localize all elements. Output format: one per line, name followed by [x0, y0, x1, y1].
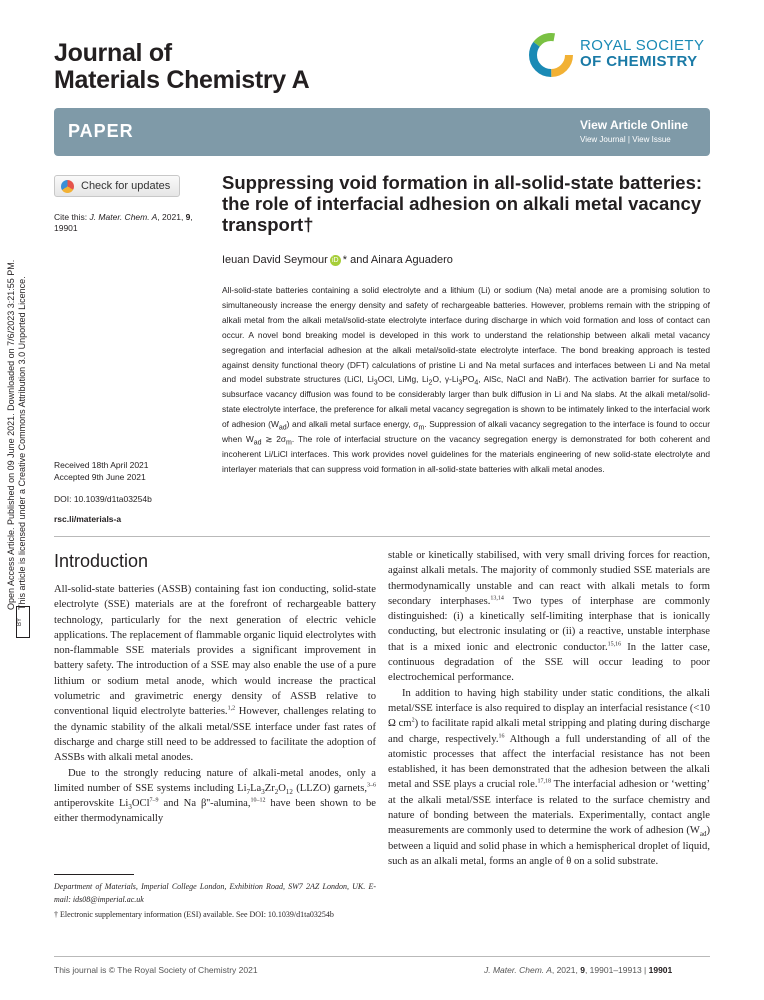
accepted-date: Accepted 9th June 2021 [54, 471, 146, 482]
article-type-banner [54, 108, 710, 156]
author-2[interactable]: and Ainara Aguadero [347, 254, 453, 266]
corresponding-marker: * [342, 254, 348, 266]
section-divider [54, 536, 710, 537]
view-links: View Journal | View Issue [580, 135, 671, 144]
article-type-label: PAPER [68, 121, 134, 141]
esi-footnote: † Electronic supplementary information (ESI) available. See DOI: 10.1039/d1ta03254b [54, 910, 334, 919]
view-issue-link[interactable]: View Issue [632, 135, 671, 144]
citation: Cite this: J. Mater. Chem. A, 2021, 9, 19901 [54, 212, 193, 233]
journal-title-line1: Journal of [54, 39, 172, 67]
journal-title [54, 40, 309, 94]
article-dates [54, 460, 209, 483]
rsc-logo-icon [526, 30, 576, 80]
doi[interactable]: DOI: 10.1039/d1ta03254b [54, 494, 152, 504]
author-list [222, 254, 453, 266]
body-column-left [54, 582, 376, 827]
journal-link[interactable]: rsc.li/materials-a [54, 514, 122, 524]
publisher-line2: OF CHEMISTRY [580, 53, 698, 70]
footer-divider [54, 956, 710, 957]
footer-copyright: This journal is © The Royal Society of Chemistry 2021 [54, 965, 258, 975]
paragraph: Due to the strongly reducing nature of alkali-metal anodes, only a limited number of SSE systems including $Li_7La_3Zr_2O_{12}$ (LLZO) garnets,$^{3-6}$ antiperovskite $Li_3OCl^{7-9}$ and Na β''-alumina,$^{10-12}$ have been shown to be either thermodynamically [54, 767, 376, 825]
orcid-icon[interactable]: iD [330, 255, 341, 266]
journal-title-line2: Materials Chemistry A [54, 66, 310, 94]
publisher-name [580, 38, 704, 70]
open-access-line: Open Access Article. Published on 09 June 2021. Downloaded on 7/6/2023 3:21:55 PM. [6, 259, 16, 610]
view-article-online-link[interactable]: View Article Online [580, 118, 689, 132]
abstract: All-solid-state batteries containing a solid electrolyte and a lithium (Li) or sodium (Na) metal anode are a promising solution to simultaneously increase the energy density and safety of rechargeable batteries. However, problems remain with the stripping of alkali metal from the alkali metal/solid-state electrolyte interface during discharge in which void formation and loss of contact can occur. A novel bond breaking model is developed in this work to understand the relationship between alkali metal vacancy segregation and interfacial adhesion at the alkali metal/solid-state electrolyte interface. The bond breaking approach is tested against density functional theory (DFT) calculations of pristine Li and Na metal surfaces and interfaces between Li and Na metal and model substrate structures (LiCl, $Li_3OCl$, LiMg, $Li_2O$, $\gamma-Li_3PO_4$, AlSc, NaCl and NaBr). The activation barrier for surface to subsurface vacancy diffusion was found to be considerably larger than bulk diffusion in Li and Na slabs. At the alkali metal/solid-state electrolyte interface, the preference for alkali metal vacancy segregation is shown to be intimately linked to the interfacial work of adhesion $(W_{ad})$ and alkali metal surface energy, $\sigma_m$. Suppression of alkali vacancy segregation to the interface is found to occur when $W_{ad}$ ≳ $2\sigma_m$. The role of interfacial structure on the vacancy segregation energy is demonstrated for both coherent and incoherent Li/LiCl interfaces. This work provides novel guidelines for the materials engineering of new solid-state electrolyte and interlayer materials that can suppress void formation in all-solid-state batteries with alkali metal anodes. [222, 285, 711, 474]
article-title: Suppressing void formation in all-solid-state batteries: the role of interfacial adhesion on alkali metal vacancy transport† [222, 172, 703, 235]
check-for-updates-button[interactable] [54, 175, 180, 197]
footer-citation: J. Mater. Chem. A, 2021, 9, 19901–19913 | 19901 [484, 965, 673, 975]
paragraph: stable or kinetically stabilised, with very small driving forces for reaction, against alkali metals. The majority of commonly studied SSE materials are thermodynamically unstable and can react with alkali metals to form secondary interphases.$^{13,14}$ Two types of interphase are commonly distinguished: (i) a kinetically self-limiting interphase that is ionically conducting, but electronic insulating or (ii) a reactive, unstable interphase that is a mixed ionic and electronic conductor.$^{15,16}$ In the latter case, continuous degradation of the SSE will occur leading to poor electrochemical performance. [388, 550, 711, 684]
footnote-rule [54, 874, 134, 875]
view-journal-link[interactable]: View Journal [580, 135, 626, 144]
page-number: 19901 [648, 965, 673, 975]
check-for-updates-label: Check for updates [81, 180, 171, 192]
paragraph: All-solid-state batteries (ASSB) containing fast ion conducting, solid-state electrolyte (SSE) materials are at the forefront of rechargeable battery technology, particularly for the next generation of electric vehicle applications. The replacement of flammable organic liquid electrolytes with non-flammable SSE materials provides a significant improvement in battery safety. The introduction of a SSE may also enable the use of a pure lithium or sodium metal anode, which would increase the practical volumetric and gravimetric energy density of ASSB relative to conventional liquid electrolyte batteries.$^{1,2}$ However, challenges relating to the dynamic stability of the alkali metal/SSE interface under fast rates of discharge and charge still need to be addressed to facilitate the adoption of ASSBs with alkali metal anodes. [54, 584, 376, 764]
cc-by-badge[interactable]: BY [16, 606, 30, 638]
paragraph: In addition to having high stability under static conditions, the alkali metal/SSE interface is also required to display an interfacial resistance (<10 Ω $cm^2$) to facilitate rapid alkali metal stripping and plating during discharge and charge, respectively.$^{16}$ Although a full understanding of all of the atomistic processes that affect the interfacial resistance has not been established, it has been demonstrated that the adhesion between the alkali metal and SSE plays a crucial role.$^{17,18}$ The interfacial adhesion or ‘wetting’ at the alkali metal/SSE interface is related to the surface chemistry and nature of bonding between the materials. Experimentally, contact angle measurements are commonly used to determine the work of adhesion $(W_{ad})$ between a liquid and solid phase in which a hemispherical droplet of liquid, such as an alkali metal, forms an angle of θ on a solid substrate. [388, 687, 711, 867]
crossmark-icon [61, 180, 74, 193]
side-license-text [6, 230, 30, 610]
author-1[interactable]: Ieuan David Seymour [222, 254, 328, 266]
publisher-line1: ROYAL SOCIETY [580, 37, 705, 54]
body-column-right [388, 548, 710, 869]
introduction-heading: Introduction [54, 551, 149, 571]
received-date: Received 18th April 2021 [54, 460, 149, 470]
license-line[interactable]: This article is licensed under a Creative Commons Attribution 3.0 Unported Licence. [17, 276, 27, 610]
affiliation-footnote: Department of Materials, Imperial College London, Exhibition Road, SW7 2AZ London, UK. E-mail: ids08@imperial.ac.uk [54, 882, 376, 904]
